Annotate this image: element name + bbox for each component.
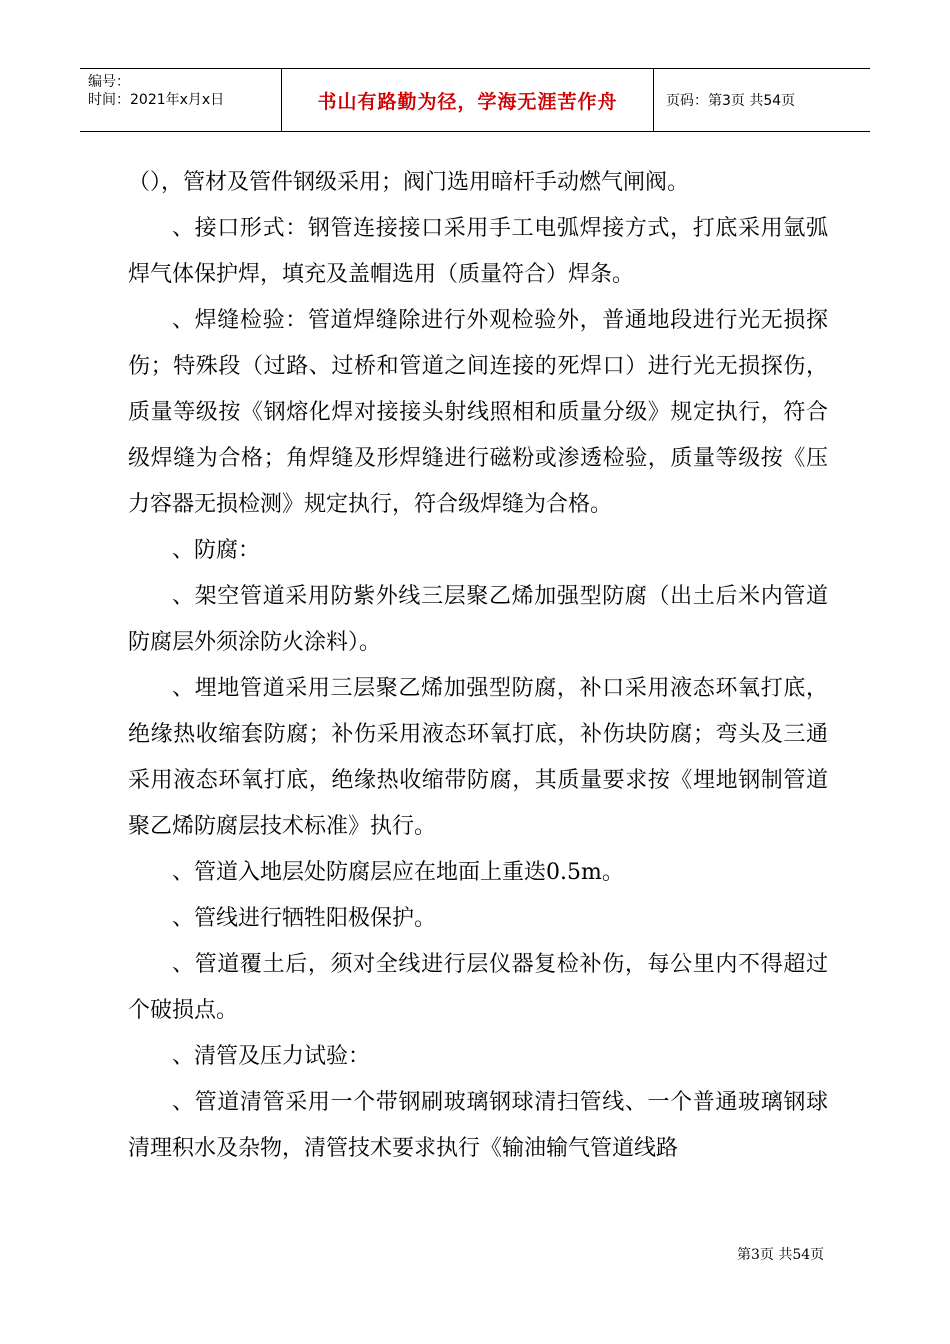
paragraph: 、埋地管道采用三层聚乙烯加强型防腐，补口采用液态环氧打底，绝缘热收缩套防腐；补伤采用液态环氧打底，补伤块防腐；弯头及三通采用液态环氧打底，绝缘热收缩带防腐，其质量要求按《埋地钢制管道聚乙烯防腐层技术标准》执行。 — [128, 676, 828, 839]
paragraph: 、防腐： — [172, 538, 261, 563]
paragraph: 、管道清管采用一个带钢刷玻璃钢球清扫管线、一个普通玻璃钢球清理积水及杂物，清管技术要求执行《输油输气管道线路 — [128, 1090, 828, 1161]
header-meta — [80, 69, 282, 131]
date-label: 时间：2021年x月x日 — [88, 92, 225, 108]
page-footer: 第3页 共54页 — [737, 1247, 825, 1263]
paragraph: 、管道覆土后，须对全线进行层仪器复检补伤，每公里内不得超过个破损点。 — [128, 952, 828, 1023]
document-body — [128, 160, 828, 1172]
page-header — [80, 68, 870, 132]
serial-label: 编号： — [88, 74, 130, 90]
paragraph: 、管线进行牺牲阳极保护。 — [172, 906, 437, 931]
paragraph: 、架空管道采用防紫外线三层聚乙烯加强型防腐（出土后米内管道防腐层外须涂防火涂料）。 — [128, 584, 828, 655]
motto: 书山有路勤为径，学海无涯苦作舟 — [317, 90, 618, 113]
header-page-cell — [654, 69, 870, 131]
paragraph: 、焊缝检验：管道焊缝除进行外观检验外，普通地段进行光无损探伤；特殊段（过路、过桥和管道之间连接的死焊口）进行光无损探伤，质量等级按《钢熔化焊对接接头射线照相和质量分级》规定执行，符合级焊缝为合格；角焊缝及形焊缝进行磁粉或渗透检验，质量等级按《压力容器无损检测》规定执行，符合级焊缝为合格。 — [128, 308, 828, 517]
paragraph: 、接口形式：钢管连接接口采用手工电弧焊接方式，打底采用氩弧焊气体保护焊，填充及盖帽选用（质量符合）焊条。 — [128, 216, 828, 287]
page-info: 页码：第3页 共54页 — [666, 93, 796, 109]
header-motto-cell — [282, 69, 654, 131]
paragraph: 、清管及压力试验： — [172, 1044, 371, 1069]
paragraph: 、管道入地层处防腐层应在地面上重迭0.5m。 — [172, 860, 624, 885]
paragraph: （），管材及管件钢级采用；阀门选用暗杆手动燃气闸阀。 — [128, 170, 690, 195]
